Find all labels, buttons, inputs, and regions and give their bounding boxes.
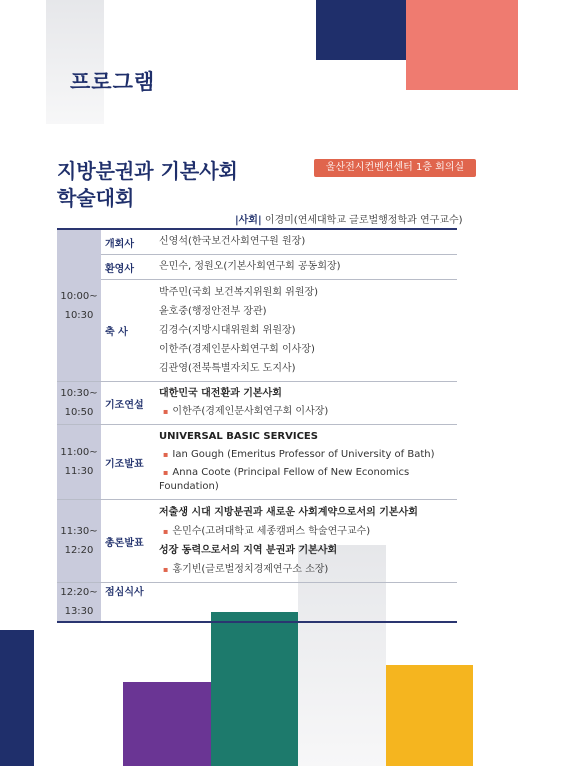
schedule-item	[101, 382, 457, 424]
schedule-item	[101, 500, 457, 582]
deco-teal-block	[211, 612, 298, 766]
category-label: 점심식사	[105, 587, 144, 598]
event-title	[57, 158, 238, 212]
schedule-item	[101, 280, 457, 381]
schedule-row	[57, 228, 457, 382]
time-text: 13:30	[64, 606, 94, 617]
time-text: 11:00~	[60, 447, 98, 458]
item-content	[159, 230, 457, 254]
schedule-items	[101, 230, 457, 381]
item-content	[159, 583, 457, 598]
category-label: 축 사	[105, 327, 128, 338]
schedule-row	[57, 382, 457, 425]
session-title: 저출생 시대 지방분권과 새로운 사회계약으로서의 기본사회	[159, 507, 418, 518]
moderator-name: 이경미(연세대학교 글로벌행정학과 연구교수)	[264, 215, 463, 226]
deco-yellow-block	[386, 665, 473, 766]
time-text: 10:50	[64, 407, 94, 418]
speaker-line: 이한주(경제인문사회연구회 이사장)	[159, 344, 315, 355]
schedule-items	[101, 583, 457, 621]
time-cell	[57, 230, 101, 381]
item-content	[159, 255, 457, 279]
deco-gray-block-top	[46, 0, 104, 124]
session-title: UNIVERSAL BASIC SERVICES	[159, 431, 318, 442]
deco-coral-block-top	[406, 0, 518, 90]
category-label: 개회사	[105, 238, 134, 250]
event-title-line-1: 지방분권과 기본사회	[57, 159, 238, 183]
schedule-items	[101, 500, 457, 582]
speaker-line: ▪ Anna Coote (Principal Fellow of New Economics Foundation)	[159, 464, 457, 496]
item-content	[159, 425, 457, 499]
time-cell	[57, 382, 101, 424]
category-label: 기조연설	[105, 399, 144, 411]
schedule-item	[101, 425, 457, 499]
speaker-line: ▪ 은민수(고려대학교 세종캠퍼스 학술연구교수)	[159, 522, 457, 541]
session-title: 대한민국 대전환과 기본사회	[159, 388, 282, 399]
speaker-line: ▪ 이한주(경제인문사회연구회 이사장)	[159, 403, 457, 421]
speaker-line: 은민수, 정원오(기본사회연구회 공동회장)	[159, 261, 341, 272]
schedule-table	[57, 228, 457, 623]
moderator-tag: |사회|	[235, 215, 262, 226]
time-cell	[57, 583, 101, 621]
session-title: 성장 동력으로서의 지역 분권과 기본사회	[159, 545, 338, 556]
schedule-row	[57, 500, 457, 583]
time-text: 11:30~	[60, 526, 98, 537]
time-text: 10:00~	[60, 290, 98, 302]
schedule-item	[101, 255, 457, 280]
category-label: 환영사	[105, 263, 134, 275]
time-text: 10:30~	[60, 388, 98, 399]
schedule-row	[57, 583, 457, 623]
time-text: 10:30	[64, 309, 94, 321]
moderator-line	[235, 211, 463, 226]
time-text: 12:20~	[60, 587, 98, 598]
category-label: 총론발표	[105, 537, 144, 549]
speaker-line: ▪ Ian Gough (Emeritus Professor of University of Bath)	[159, 446, 457, 464]
speaker-line: 신영석(한국보건사회연구원 원장)	[159, 236, 306, 247]
speaker-line: 윤호중(행정안전부 장관)	[159, 306, 267, 317]
page-title: 프로그램	[70, 70, 156, 94]
time-text: 11:30	[64, 466, 94, 477]
deco-navy-block-bottom	[0, 630, 34, 766]
event-title-line-2: 학술대회	[57, 186, 135, 210]
item-content	[159, 500, 457, 582]
schedule-items	[101, 425, 457, 499]
schedule-items	[101, 382, 457, 424]
schedule-item	[101, 230, 457, 255]
speaker-line: 김관영(전북특별자치도 도지사)	[159, 363, 296, 374]
speaker-line: ▪ 홍기빈(글로벌정치경제연구소 소장)	[159, 560, 457, 579]
deco-purple-block	[123, 682, 211, 766]
item-content	[159, 280, 457, 381]
item-content	[159, 382, 457, 424]
speaker-line: 김경수(지방시대위원회 위원장)	[159, 325, 296, 336]
schedule-item	[101, 583, 457, 598]
venue-badge: 울산전시컨벤션센터 1층 회의실	[314, 159, 476, 177]
time-cell	[57, 500, 101, 582]
speaker-line: 박주민(국회 보건복지위원회 위원장)	[159, 287, 319, 298]
schedule-row	[57, 425, 457, 500]
time-text: 12:20	[64, 545, 94, 556]
category-label: 기조발표	[105, 458, 144, 470]
deco-navy-block-top	[316, 0, 406, 60]
time-cell	[57, 425, 101, 499]
